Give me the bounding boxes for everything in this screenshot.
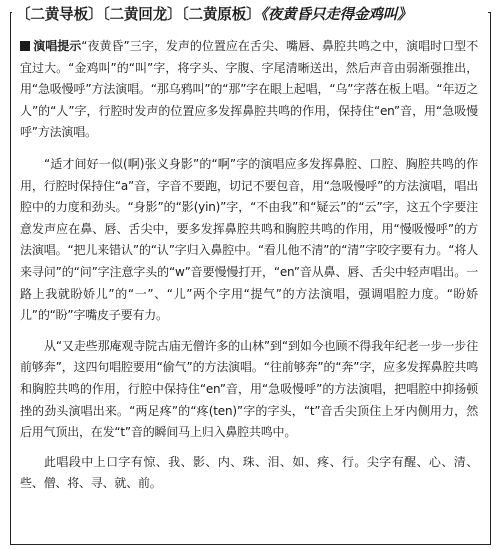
title-aria-name: 《夜黄昏只走得金鸡叫》 (260, 6, 412, 23)
section-label: 演唱提示 (20, 39, 81, 53)
paragraph-2: “适才间好一似(啊)张义身影”的“啊”字的演唱应多发挥鼻腔、口腔、胸腔共鸣的作用，行腔时保持住“a”音，字音不要跑，切记不要包音，用“急吸慢呼”的方法演唱，唱出腔中的力度和劲头。“身影”的“影(yin)”字，“不由我”和“疑云”的“云”字，这五个字要注意发声应在鼻、唇、舌尖中，要多发挥鼻腔共鸣和胸腔共鸣的作用，用“慢吸慢呼”的方法演唱。“把儿来错认”的“认”字归入鼻腔中。“看儿他不清”的“清”字咬字要有力。“将人来寻问”的“问”字注意字头的“w”音要慢慢打开，“en”音从鼻、唇、舌尖中轻声唱出。一路上我就盼娇儿”的“一”、“儿”两个字用“提气”的方法演唱，强调唱腔力度。“盼娇儿”的“盼”字嘴皮子要有力。 (20, 156, 478, 323)
paragraph-1 (20, 36, 478, 144)
square-bullet-icon (20, 41, 30, 51)
title-aria-names: 〔二黄导板〕〔二黄回龙〕〔二黄原板〕 (16, 6, 261, 23)
paragraph-3: 从“又走些那庵观寺院古庙无僧许多的山林”到“到如今也顾不得我年纪老一步一步往前够奔”，这四句唱腔要用“偷气”的方法演唱。“往前够奔”的“奔”字，应多发挥鼻腔共鸣和胸腔共鸣的作用，行腔中保持住“en”音，用“急吸慢呼”的方法演唱，把唱腔中抑扬顿挫的劲头演唱出来。“两足疼”的“疼(ten)”字的字头，“t”音舌尖顶住上牙内侧用力，然后用气顶出，在发“t”音的瞬间马上归入鼻腔共鸣中。 (20, 338, 478, 440)
paragraph-1-text: “夜黄昏”三字，发声的位置应在舌尖、嘴唇、鼻腔共鸣之中，演唱时口型不宜过大。“金鸡叫”的“叫”字，将字头、字腹、字尾清晰送出，然后声音由弱渐强推出，用“急吸慢呼”方法演唱。“那乌鸦叫”的“那”字在眼上起唱，“乌”字落在板上唱。“年迈之人”的“人”字，行腔时发声的位置应多发挥鼻腔共鸣的作用，保持住“en”音，用“急吸慢呼”方法演唱。 (20, 39, 479, 140)
page-title (12, 3, 488, 27)
paragraph-4: 此唱段中上口字有惊、我、影、内、珠、泪、如、疼、行。尖字有醒、心、清、些、僧、将、寻、就、前。 (20, 454, 478, 491)
article-body (20, 36, 478, 495)
